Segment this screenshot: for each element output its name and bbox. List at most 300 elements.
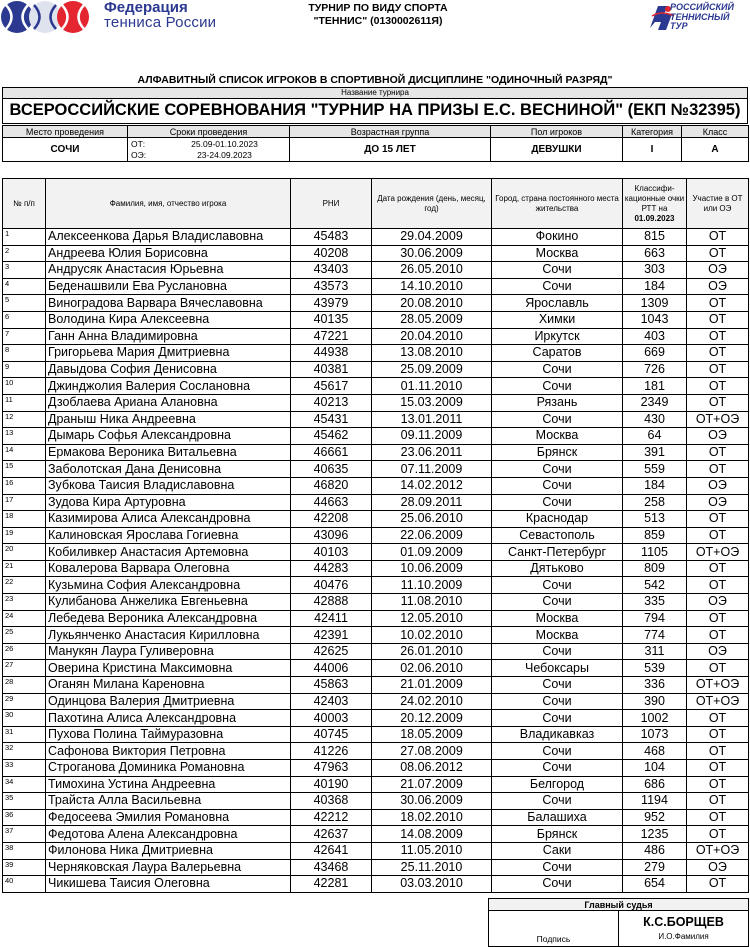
player-dob: 07.11.2009 [372,461,492,478]
players-body [3,229,749,893]
player-num: 3 [3,262,46,279]
player-participation: ОЭ [687,262,749,279]
player-rni: 46661 [291,444,372,461]
judge-block [488,898,749,947]
player-name: Пахотина Алиса Александровна [46,710,291,727]
player-city: Сочи [492,859,623,876]
player-num: 21 [3,560,46,577]
player-participation: ОТ [687,726,749,743]
player-points: 669 [623,345,687,362]
tournament-block [2,87,748,124]
table-row [3,295,749,312]
player-name: Федосеева Эмилия Романовна [46,809,291,826]
player-name: Чикишева Таисия Олеговна [46,876,291,893]
player-dob: 28.05.2009 [372,311,492,328]
player-city: Москва [492,627,623,644]
player-participation: ОТ+ОЭ [687,544,749,561]
player-rni: 42403 [291,693,372,710]
player-city: Севастополь [492,527,623,544]
category-value: I [623,138,682,162]
table-row [3,245,749,262]
player-rni: 40103 [291,544,372,561]
player-rni: 40190 [291,776,372,793]
table-row [3,278,749,295]
player-participation: ОТ [687,378,749,395]
player-rni: 44663 [291,494,372,511]
player-dob: 13.01.2011 [372,411,492,428]
player-rni: 42391 [291,627,372,644]
table-row [3,826,749,843]
player-num: 14 [3,444,46,461]
player-participation: ОТ [687,743,749,760]
table-row [3,743,749,760]
player-rni: 45483 [291,229,372,246]
player-dob: 15.03.2009 [372,394,492,411]
table-row [3,859,749,876]
player-dob: 03.03.2010 [372,876,492,893]
player-points: 1073 [623,726,687,743]
player-name: Манукян Лаура Гуливеровна [46,643,291,660]
player-participation: ОТ [687,444,749,461]
player-participation: ОТ+ОЭ [687,842,749,859]
player-city: Москва [492,610,623,627]
player-name: Драныш Ника Андреевна [46,411,291,428]
player-participation: ОЭ [687,594,749,611]
class-header: Класс [682,126,749,138]
player-name: Андреева Юлия Борисовна [46,245,291,262]
player-rni: 42637 [291,826,372,843]
player-participation: ОЭ [687,643,749,660]
player-city: Сочи [492,278,623,295]
player-name: Оганян Милана Кареновна [46,677,291,694]
table-row [3,577,749,594]
player-rni: 42411 [291,610,372,627]
player-dob: 01.11.2010 [372,378,492,395]
player-dob: 08.06.2012 [372,760,492,777]
player-points: 64 [623,428,687,445]
player-num: 25 [3,627,46,644]
player-num: 4 [3,278,46,295]
player-city: Чебоксары [492,660,623,677]
col-points-date: 01.09.2023 [634,213,675,223]
player-dob: 14.10.2010 [372,278,492,295]
table-row [3,527,749,544]
player-rni: 45617 [291,378,372,395]
player-city: Сочи [492,494,623,511]
player-num: 29 [3,693,46,710]
player-participation: ОТ [687,511,749,528]
player-participation: ОТ [687,361,749,378]
player-name: Давыдова София Денисовна [46,361,291,378]
player-points: 184 [623,278,687,295]
dates-oe [128,150,289,161]
player-dob: 12.05.2010 [372,610,492,627]
player-points: 104 [623,760,687,777]
player-rni: 40208 [291,245,372,262]
player-rni: 43979 [291,295,372,312]
player-city: Санкт-Петербург [492,544,623,561]
player-num: 26 [3,643,46,660]
dates-oe-label: ОЭ: [131,149,147,160]
table-row [3,544,749,561]
col-num-header: № п/п [3,179,46,229]
info-value-row [3,138,749,162]
table-row [3,345,749,362]
player-name: Виноградова Варвара Вячеславовна [46,295,291,312]
judge-signature-field: Подпись [489,911,619,947]
player-dob: 29.04.2009 [372,229,492,246]
table-row [3,726,749,743]
player-rni: 40213 [291,394,372,411]
player-city: Белгород [492,776,623,793]
player-name: Тимохина Устина Андреевна [46,776,291,793]
place-value: СОЧИ [3,138,128,162]
table-row [3,643,749,660]
table-row [3,361,749,378]
player-dob: 25.06.2010 [372,511,492,528]
player-dob: 23.06.2011 [372,444,492,461]
player-num: 9 [3,361,46,378]
player-city: Сочи [492,361,623,378]
player-num: 32 [3,743,46,760]
dates-ot [128,139,289,150]
table-row [3,610,749,627]
tournament-type-line2: "ТЕННИС" (0130002611Я) [313,15,443,27]
player-city: Сочи [492,793,623,810]
player-city: Сочи [492,378,623,395]
player-rni: 40635 [291,461,372,478]
player-dob: 11.10.2009 [372,577,492,594]
tournament-type-line1: ТУРНИР ПО ВИДУ СПОРТА [308,2,448,14]
player-points: 390 [623,693,687,710]
player-name: Ганн Анна Владимировна [46,328,291,345]
player-city: Сочи [492,760,623,777]
gender-value: ДЕВУШКИ [491,138,623,162]
table-row [3,627,749,644]
player-rni: 47221 [291,328,372,345]
player-points: 1235 [623,826,687,843]
player-points: 686 [623,776,687,793]
player-num: 35 [3,793,46,810]
player-participation: ОТ [687,826,749,843]
player-name: Зудова Кира Артуровна [46,494,291,511]
player-participation: ОЭ [687,278,749,295]
table-row [3,428,749,445]
player-city: Брянск [492,826,623,843]
player-rni: 46820 [291,477,372,494]
player-participation: ОТ [687,577,749,594]
col-part-header: Участие в ОТ или ОЭ [687,179,749,229]
player-dob: 28.09.2011 [372,494,492,511]
table-row [3,677,749,694]
player-points: 663 [623,245,687,262]
player-num: 8 [3,345,46,362]
player-city: Фокино [492,229,623,246]
player-city: Иркутск [492,328,623,345]
player-name: Казимирова Алиса Александровна [46,511,291,528]
player-dob: 21.01.2009 [372,677,492,694]
player-num: 31 [3,726,46,743]
player-participation: ОТ [687,345,749,362]
table-row [3,328,749,345]
player-participation: ОТ [687,760,749,777]
player-city: Сочи [492,461,623,478]
player-points: 1105 [623,544,687,561]
player-rni: 40003 [291,710,372,727]
table-row [3,477,749,494]
federation-name-line1: Федерация [104,0,188,16]
player-points: 303 [623,262,687,279]
player-num: 30 [3,710,46,727]
player-city: Саки [492,842,623,859]
player-dob: 25.11.2010 [372,859,492,876]
player-dob: 14.02.2012 [372,477,492,494]
col-points-header [623,179,687,229]
player-points: 1043 [623,311,687,328]
player-num: 13 [3,428,46,445]
player-participation: ОТ [687,809,749,826]
table-row [3,693,749,710]
dates-ot-value: 25.09-01.10.2023 [191,138,258,149]
player-participation: ОЭ [687,477,749,494]
player-participation: ОЭ [687,859,749,876]
col-points-label: Классифи-кационные очки РТТ на [624,183,685,213]
player-name: Дзоблаева Ариана Алановна [46,394,291,411]
player-name: Ковалерова Варвара Олеговна [46,560,291,577]
player-participation: ОТ [687,295,749,312]
player-name: Сафонова Виктория Петровна [46,743,291,760]
player-rni: 42281 [291,876,372,893]
player-city: Краснодар [492,511,623,528]
player-points: 279 [623,859,687,876]
player-city: Москва [492,245,623,262]
info-header-row [3,126,749,138]
player-points: 181 [623,378,687,395]
player-num: 37 [3,826,46,843]
player-name: Кобиливкер Анастасия Артемовна [46,544,291,561]
player-rni: 45863 [291,677,372,694]
player-name: Володина Кира Алексеевна [46,311,291,328]
player-rni: 40745 [291,726,372,743]
player-participation: ОТ+ОЭ [687,411,749,428]
player-points: 809 [623,560,687,577]
table-row [3,793,749,810]
player-points: 1002 [623,710,687,727]
player-name: Пухова Полина Таймуразовна [46,726,291,743]
col-city-header: Город, страна постоянного места жительства [492,179,623,229]
player-dob: 18.02.2010 [372,809,492,826]
player-dob: 20.08.2010 [372,295,492,312]
player-num: 1 [3,229,46,246]
player-city: Химки [492,311,623,328]
player-dob: 11.08.2010 [372,594,492,611]
player-name: Черняковская Лаура Валерьевна [46,859,291,876]
judge-name-caption: И.О.Фамилия [658,932,709,941]
player-points: 430 [623,411,687,428]
player-participation: ОЭ [687,494,749,511]
players-table [2,178,749,893]
player-points: 468 [623,743,687,760]
player-dob: 26.05.2010 [372,262,492,279]
rtt-line1: РОССИЙСКИЙ [670,2,734,12]
player-num: 2 [3,245,46,262]
gender-header: Пол игроков [491,126,623,138]
player-name: Калиновская Ярослава Гогиевна [46,527,291,544]
judge-name-field [619,911,749,947]
player-rni: 44006 [291,660,372,677]
player-city: Сочи [492,677,623,694]
player-name: Оверина Кристина Максимовна [46,660,291,677]
player-participation: ОТ [687,776,749,793]
table-row [3,229,749,246]
player-rni: 43403 [291,262,372,279]
player-participation: ОТ [687,527,749,544]
player-num: 24 [3,610,46,627]
player-dob: 20.04.2010 [372,328,492,345]
tournament-info-table [2,125,749,162]
player-rni: 42212 [291,809,372,826]
tournament-type [278,2,478,28]
table-row [3,809,749,826]
player-participation: ОТ [687,610,749,627]
player-name: Беденашвили Ева Руслановна [46,278,291,295]
player-num: 18 [3,511,46,528]
player-participation: ОТ [687,229,749,246]
player-name: Кузьмина София Александровна [46,577,291,594]
player-points: 258 [623,494,687,511]
col-name-header: Фамилия, имя, отчество игрока [46,179,291,229]
table-row [3,876,749,893]
player-points: 311 [623,643,687,660]
federation-name [104,0,216,30]
player-num: 19 [3,527,46,544]
player-city: Саратов [492,345,623,362]
player-city: Сочи [492,743,623,760]
player-num: 12 [3,411,46,428]
player-city: Владикавказ [492,726,623,743]
class-value: А [682,138,749,162]
table-row [3,594,749,611]
table-row [3,776,749,793]
player-city: Москва [492,428,623,445]
player-participation: ОТ [687,627,749,644]
table-row [3,560,749,577]
player-points: 184 [623,477,687,494]
col-rni-header: РНИ [291,179,372,229]
player-num: 33 [3,760,46,777]
player-participation: ОЭ [687,428,749,445]
player-name: Лебедева Вероника Александровна [46,610,291,627]
player-name: Ермакова Вероника Витальевна [46,444,291,461]
player-rni: 43573 [291,278,372,295]
player-dob: 26.01.2010 [372,643,492,660]
player-dob: 09.11.2009 [372,428,492,445]
player-points: 2349 [623,394,687,411]
player-num: 34 [3,776,46,793]
page-header [0,0,750,40]
player-participation: ОТ [687,245,749,262]
player-points: 559 [623,461,687,478]
player-city: Сочи [492,693,623,710]
player-dob: 18.05.2009 [372,726,492,743]
player-rni: 43096 [291,527,372,544]
player-points: 542 [623,577,687,594]
player-dob: 10.06.2009 [372,560,492,577]
player-points: 336 [623,677,687,694]
player-city: Балашиха [492,809,623,826]
player-num: 5 [3,295,46,312]
player-rni: 40368 [291,793,372,810]
player-num: 10 [3,378,46,395]
player-points: 815 [623,229,687,246]
player-points: 513 [623,511,687,528]
player-num: 36 [3,809,46,826]
player-city: Сочи [492,876,623,893]
player-points: 1309 [623,295,687,312]
player-rni: 40381 [291,361,372,378]
player-dob: 24.02.2010 [372,693,492,710]
player-dob: 30.06.2009 [372,245,492,262]
player-name: Заболотская Дана Денисовна [46,461,291,478]
table-row [3,660,749,677]
table-row [3,494,749,511]
player-points: 486 [623,842,687,859]
player-city: Сочи [492,577,623,594]
player-num: 23 [3,594,46,611]
player-dob: 02.06.2010 [372,660,492,677]
player-rni: 42641 [291,842,372,859]
player-rni: 43468 [291,859,372,876]
player-points: 726 [623,361,687,378]
player-city: Сочи [492,594,623,611]
player-name: Андрусяк Анастасия Юрьевна [46,262,291,279]
player-name: Федотова Алена Александровна [46,826,291,843]
dates-value [128,138,290,162]
player-dob: 13.08.2010 [372,345,492,362]
player-rni: 40476 [291,577,372,594]
table-row [3,444,749,461]
player-points: 539 [623,660,687,677]
player-dob: 14.08.2009 [372,826,492,843]
player-name: Строганова Доминика Романовна [46,760,291,777]
player-num: 6 [3,311,46,328]
dates-ot-label: ОТ: [131,138,146,149]
player-num: 22 [3,577,46,594]
player-num: 11 [3,394,46,411]
player-participation: ОТ [687,560,749,577]
player-num: 38 [3,842,46,859]
judge-title: Главный судья [489,899,749,911]
player-dob: 11.05.2010 [372,842,492,859]
player-name: Дымарь Софья Александровна [46,428,291,445]
player-rni: 42888 [291,594,372,611]
table-row [3,511,749,528]
player-name: Лукьянченко Анастасия Кирилловна [46,627,291,644]
player-name: Алексеенкова Дарья Владиславовна [46,229,291,246]
tournament-name: ВСЕРОССИЙСКИЕ СОРЕВНОВАНИЯ "ТУРНИР НА ПРИЗЫ Е.С. ВЕСНИНОЙ" (ЕКП №32395) [9,101,741,119]
player-city: Брянск [492,444,623,461]
player-participation: ОТ+ОЭ [687,693,749,710]
table-row [3,461,749,478]
table-row [3,760,749,777]
player-name: Зубкова Таисия Владиславовна [46,477,291,494]
tennis-ball-logo-icon [0,0,90,34]
age-value: ДО 15 ЛЕТ [290,138,491,162]
player-participation: ОТ [687,311,749,328]
list-title: АЛФАВИТНЫЙ СПИСОК ИГРОКОВ В СПОРТИВНОЙ ДИСЦИПЛИНЕ "ОДИНОЧНЫЙ РАЗРЯД" [137,74,613,86]
player-participation: ОТ [687,793,749,810]
table-row [3,411,749,428]
